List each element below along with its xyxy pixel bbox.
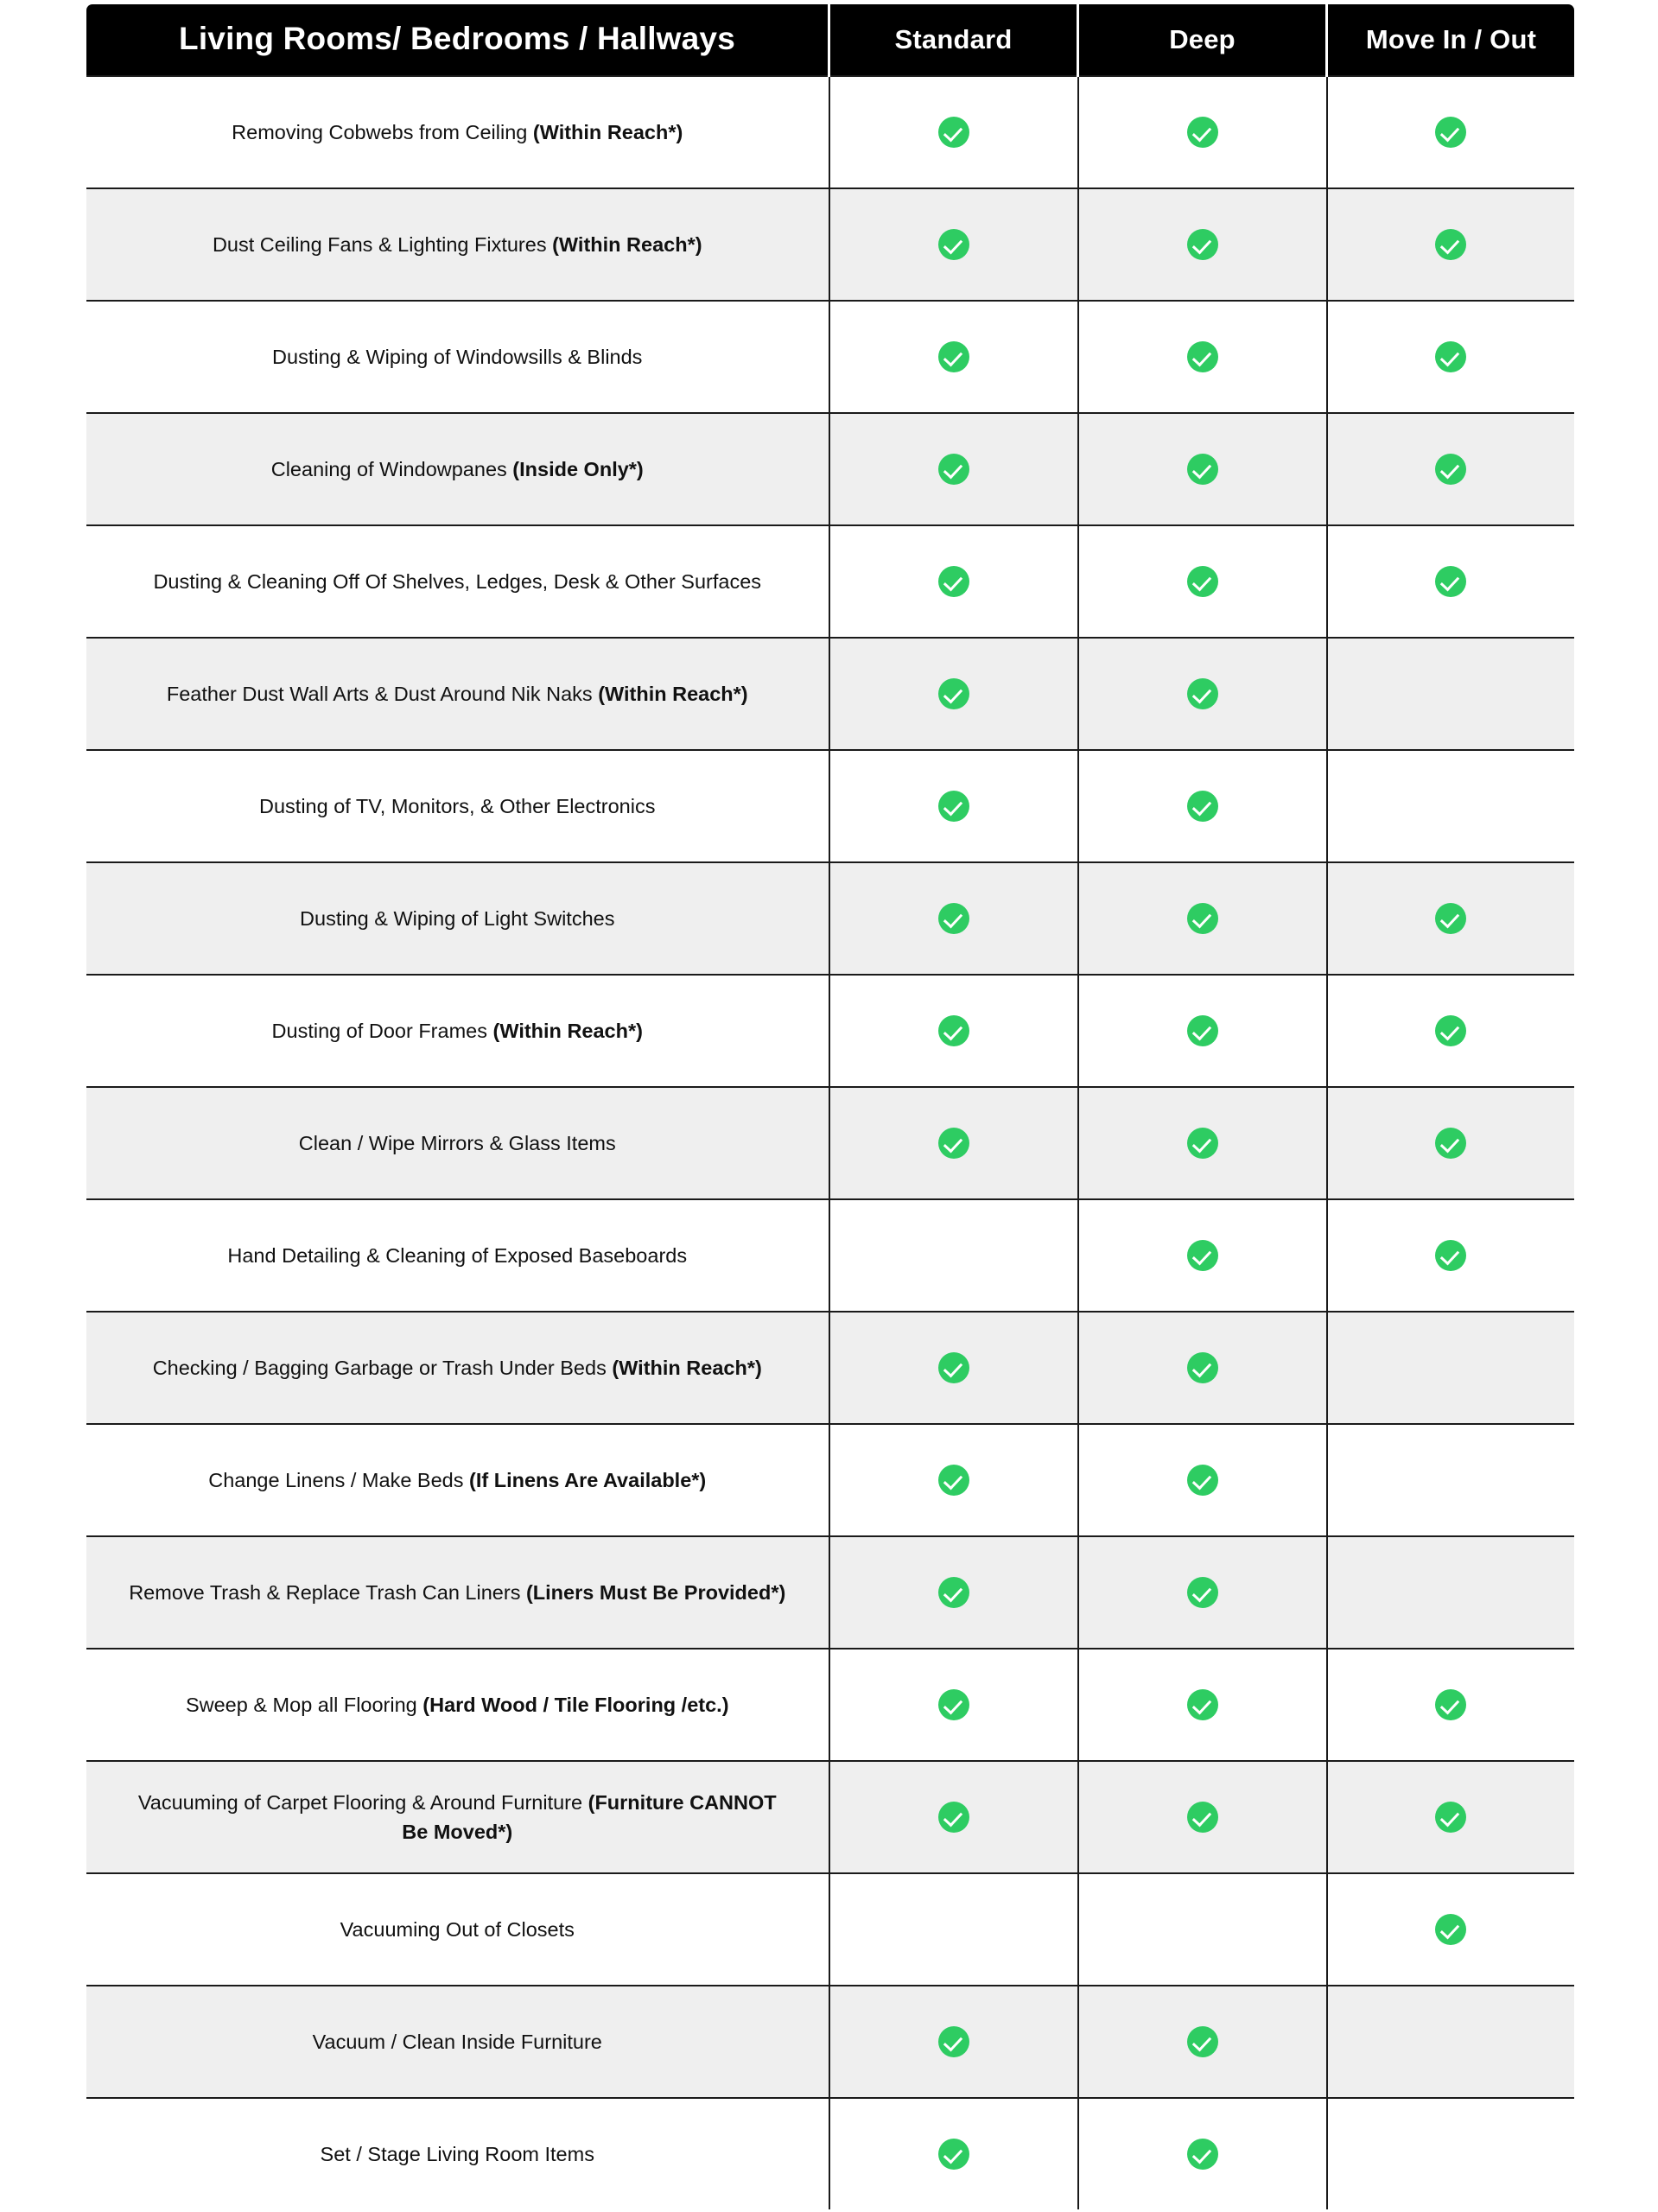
task-note: (Furniture CANNOT Be Moved*) xyxy=(402,1790,777,1843)
cell-move-in-out xyxy=(1327,76,1576,188)
task-note: (Inside Only*) xyxy=(512,457,644,480)
task-label xyxy=(86,1087,829,1199)
cell-move-in-out xyxy=(1327,1986,1576,2098)
cell-standard xyxy=(829,1087,1078,1199)
task-text: Remove Trash & Replace Trash Can Liners xyxy=(129,1580,526,1604)
cell-deep xyxy=(1078,1761,1327,1873)
check-circle-icon xyxy=(938,1577,969,1608)
empty-cell-placeholder xyxy=(938,1237,969,1268)
task-label xyxy=(86,1761,829,1873)
check-circle-icon xyxy=(1187,678,1218,709)
service-table-container xyxy=(84,0,1574,2212)
check-circle-icon xyxy=(1435,1914,1466,1945)
table-row xyxy=(86,1087,1576,1199)
check-circle-icon xyxy=(1187,1128,1218,1159)
cell-move-in-out xyxy=(1327,1424,1576,1536)
check-circle-icon xyxy=(938,341,969,372)
check-circle-icon xyxy=(1435,229,1466,260)
check-circle-icon xyxy=(938,566,969,597)
cell-deep xyxy=(1078,188,1327,301)
cell-standard xyxy=(829,413,1078,525)
cell-standard xyxy=(829,1761,1078,1873)
task-text: Change Linens / Make Beds xyxy=(208,1468,470,1491)
table-row xyxy=(86,1873,1576,1986)
check-circle-icon xyxy=(1435,1015,1466,1046)
task-text: Clean / Wipe Mirrors & Glass Items xyxy=(298,1131,616,1154)
check-circle-icon xyxy=(938,1352,969,1383)
task-label xyxy=(86,1649,829,1761)
task-note: (Hard Wood / Tile Flooring /etc.) xyxy=(422,1693,729,1716)
task-text: Dusting & Cleaning Off Of Shelves, Ledges, Desk & Other Surfaces xyxy=(153,569,762,593)
table-row xyxy=(86,1649,1576,1761)
task-label xyxy=(86,1536,829,1649)
cell-standard xyxy=(829,301,1078,413)
table-row xyxy=(86,188,1576,301)
table-row xyxy=(86,2098,1576,2211)
cell-standard xyxy=(829,1312,1078,1424)
empty-cell-placeholder xyxy=(1435,2136,1466,2167)
cell-standard xyxy=(829,1536,1078,1649)
task-text: Dusting of TV, Monitors, & Other Electronics xyxy=(259,794,656,817)
check-circle-icon xyxy=(1187,1015,1218,1046)
cell-move-in-out xyxy=(1327,1873,1576,1986)
task-note: (Within Reach*) xyxy=(532,120,683,143)
cell-standard xyxy=(829,1986,1078,2098)
task-label xyxy=(86,1424,829,1536)
check-circle-icon xyxy=(938,1802,969,1833)
cell-move-in-out xyxy=(1327,975,1576,1087)
task-text: Vacuuming of Carpet Flooring & Around Furniture xyxy=(137,1790,588,1814)
task-text: Vacuum / Clean Inside Furniture xyxy=(312,2030,602,2053)
check-circle-icon xyxy=(1187,229,1218,260)
header-row xyxy=(86,3,1576,76)
cell-deep xyxy=(1078,76,1327,188)
check-circle-icon xyxy=(1187,1689,1218,1720)
task-note: (Within Reach*) xyxy=(492,1019,643,1042)
check-circle-icon xyxy=(1187,117,1218,148)
table-row xyxy=(86,1424,1576,1536)
check-circle-icon xyxy=(1435,1689,1466,1720)
service-comparison-table xyxy=(84,2,1577,2212)
check-circle-icon xyxy=(938,1015,969,1046)
cell-deep xyxy=(1078,301,1327,413)
task-label xyxy=(86,862,829,975)
cell-move-in-out xyxy=(1327,1199,1576,1312)
task-label xyxy=(86,1986,829,2098)
task-text: Removing Cobwebs from Ceiling xyxy=(232,120,533,143)
check-circle-icon xyxy=(1435,566,1466,597)
cell-move-in-out xyxy=(1327,750,1576,862)
check-circle-icon xyxy=(1187,903,1218,934)
cell-move-in-out xyxy=(1327,413,1576,525)
table-row xyxy=(86,1761,1576,1873)
cell-deep xyxy=(1078,1312,1327,1424)
check-circle-icon xyxy=(938,2026,969,2057)
task-note: (Within Reach*) xyxy=(598,682,748,705)
table-row xyxy=(86,862,1576,975)
check-circle-icon xyxy=(938,1689,969,1720)
task-label xyxy=(86,975,829,1087)
cell-deep xyxy=(1078,2098,1327,2211)
check-circle-icon xyxy=(1187,2026,1218,2057)
cell-standard xyxy=(829,188,1078,301)
table-row xyxy=(86,301,1576,413)
task-text: Feather Dust Wall Arts & Dust Around Nik Naks xyxy=(166,682,599,705)
column-header-deep: Deep xyxy=(1078,3,1327,76)
task-text: Dusting & Wiping of Light Switches xyxy=(300,906,615,930)
task-label xyxy=(86,413,829,525)
column-header-move-in-out: Move In / Out xyxy=(1327,3,1576,76)
check-circle-icon xyxy=(1187,341,1218,372)
cell-move-in-out xyxy=(1327,525,1576,638)
cell-move-in-out xyxy=(1327,2098,1576,2211)
empty-cell-placeholder xyxy=(1435,1462,1466,1493)
check-circle-icon xyxy=(938,791,969,822)
empty-cell-placeholder xyxy=(938,1911,969,1942)
cell-standard xyxy=(829,1424,1078,1536)
task-label xyxy=(86,1312,829,1424)
check-circle-icon xyxy=(1435,1240,1466,1271)
task-label xyxy=(86,188,829,301)
cell-move-in-out xyxy=(1327,862,1576,975)
task-note: (Within Reach*) xyxy=(552,232,702,256)
task-note: (Within Reach*) xyxy=(612,1356,762,1379)
cell-standard xyxy=(829,975,1078,1087)
check-circle-icon xyxy=(1435,903,1466,934)
cell-standard xyxy=(829,525,1078,638)
check-circle-icon xyxy=(1435,1128,1466,1159)
cell-deep xyxy=(1078,1986,1327,2098)
cell-move-in-out xyxy=(1327,301,1576,413)
task-label xyxy=(86,525,829,638)
task-text: Dust Ceiling Fans & Lighting Fixtures xyxy=(212,232,553,256)
cell-deep xyxy=(1078,862,1327,975)
check-circle-icon xyxy=(1187,1240,1218,1271)
task-text: Cleaning of Windowpanes xyxy=(270,457,513,480)
check-circle-icon xyxy=(1435,1802,1466,1833)
cell-move-in-out xyxy=(1327,188,1576,301)
table-row xyxy=(86,638,1576,750)
table-row xyxy=(86,1312,1576,1424)
task-text: Dusting of Door Frames xyxy=(271,1019,493,1042)
cell-deep xyxy=(1078,1873,1327,1986)
cell-deep xyxy=(1078,1536,1327,1649)
cell-standard xyxy=(829,862,1078,975)
cell-move-in-out xyxy=(1327,1536,1576,1649)
check-circle-icon xyxy=(938,1128,969,1159)
cell-standard xyxy=(829,76,1078,188)
table-row xyxy=(86,76,1576,188)
check-circle-icon xyxy=(1187,566,1218,597)
check-circle-icon xyxy=(1187,454,1218,485)
task-label xyxy=(86,301,829,413)
empty-cell-placeholder xyxy=(1435,2024,1466,2055)
column-header-area: Living Rooms/ Bedrooms / Hallways xyxy=(86,3,829,76)
task-text: Sweep & Mop all Flooring xyxy=(185,1693,423,1716)
table-row xyxy=(86,413,1576,525)
check-circle-icon xyxy=(938,2139,969,2170)
check-circle-icon xyxy=(1435,341,1466,372)
cell-standard xyxy=(829,750,1078,862)
check-circle-icon xyxy=(1187,2139,1218,2170)
empty-cell-placeholder xyxy=(1435,676,1466,707)
task-label xyxy=(86,750,829,862)
table-row xyxy=(86,1986,1576,2098)
task-text: Set / Stage Living Room Items xyxy=(320,2142,594,2165)
check-circle-icon xyxy=(938,454,969,485)
check-circle-icon xyxy=(1187,1465,1218,1496)
table-row xyxy=(86,1199,1576,1312)
cell-standard xyxy=(829,1199,1078,1312)
cell-deep xyxy=(1078,525,1327,638)
cell-deep xyxy=(1078,1424,1327,1536)
task-note: (If Linens Are Available*) xyxy=(469,1468,707,1491)
cell-standard xyxy=(829,1873,1078,1986)
check-circle-icon xyxy=(938,117,969,148)
check-circle-icon xyxy=(938,1465,969,1496)
check-circle-icon xyxy=(1187,1802,1218,1833)
cell-standard xyxy=(829,638,1078,750)
table-row xyxy=(86,975,1576,1087)
check-circle-icon xyxy=(1187,1352,1218,1383)
cell-deep xyxy=(1078,750,1327,862)
cell-standard xyxy=(829,2098,1078,2211)
cell-deep xyxy=(1078,413,1327,525)
cell-move-in-out xyxy=(1327,1649,1576,1761)
task-text: Dusting & Wiping of Windowsills & Blinds xyxy=(272,345,643,368)
table-row xyxy=(86,750,1576,862)
cell-deep xyxy=(1078,638,1327,750)
cell-standard xyxy=(829,1649,1078,1761)
column-header-standard: Standard xyxy=(829,3,1078,76)
cell-deep xyxy=(1078,1199,1327,1312)
task-text: Vacuuming Out of Closets xyxy=(340,1917,575,1941)
task-text: Checking / Bagging Garbage or Trash Under Beds xyxy=(152,1356,613,1379)
check-circle-icon xyxy=(938,229,969,260)
table-row xyxy=(86,1536,1576,1649)
check-circle-icon xyxy=(1187,791,1218,822)
empty-cell-placeholder xyxy=(1187,1911,1218,1942)
task-label xyxy=(86,2098,829,2211)
table-row xyxy=(86,525,1576,638)
table-body xyxy=(86,76,1576,2211)
check-circle-icon xyxy=(938,903,969,934)
cell-deep xyxy=(1078,1649,1327,1761)
cell-move-in-out xyxy=(1327,1761,1576,1873)
cell-move-in-out xyxy=(1327,638,1576,750)
task-note: (Liners Must Be Provided*) xyxy=(525,1580,786,1604)
cell-deep xyxy=(1078,1087,1327,1199)
task-text: Hand Detailing & Cleaning of Exposed Baseboards xyxy=(227,1243,688,1267)
task-label xyxy=(86,1873,829,1986)
empty-cell-placeholder xyxy=(1435,788,1466,819)
check-circle-icon xyxy=(938,678,969,709)
check-circle-icon xyxy=(1435,454,1466,485)
task-label xyxy=(86,638,829,750)
check-circle-icon xyxy=(1435,117,1466,148)
table-header xyxy=(86,3,1576,76)
cell-move-in-out xyxy=(1327,1087,1576,1199)
task-label xyxy=(86,1199,829,1312)
task-label xyxy=(86,76,829,188)
empty-cell-placeholder xyxy=(1435,1350,1466,1381)
cell-deep xyxy=(1078,975,1327,1087)
check-circle-icon xyxy=(1187,1577,1218,1608)
cell-move-in-out xyxy=(1327,1312,1576,1424)
empty-cell-placeholder xyxy=(1435,1574,1466,1605)
